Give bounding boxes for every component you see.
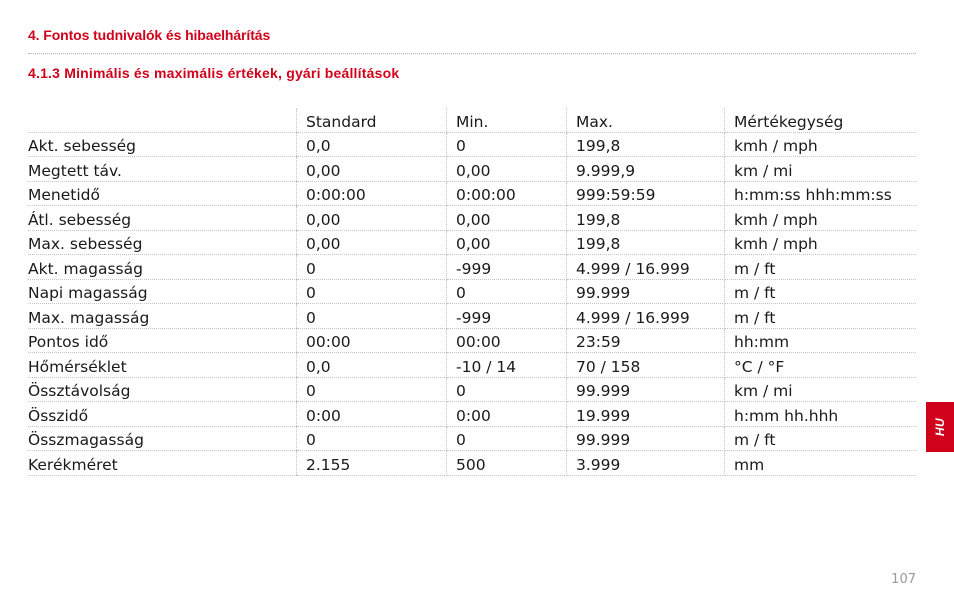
table-header-standard: Standard bbox=[297, 108, 447, 132]
table-cell: Pontos idő bbox=[28, 328, 297, 353]
table-cell: kmh / mph bbox=[725, 230, 917, 255]
table-cell: Összmagasság bbox=[28, 426, 297, 451]
table-header-unit: Mértékegység bbox=[725, 108, 917, 132]
table-row bbox=[28, 181, 916, 206]
table-row bbox=[28, 255, 916, 280]
table-row bbox=[28, 451, 916, 476]
table-cell: 00:00 bbox=[297, 328, 447, 353]
table-body bbox=[28, 132, 916, 475]
table-cell: 0 bbox=[447, 377, 567, 402]
table-cell: 0,0 bbox=[297, 353, 447, 378]
table-cell: 99.999 bbox=[567, 426, 725, 451]
table-cell: 999:59:59 bbox=[567, 181, 725, 206]
table-cell: 23:59 bbox=[567, 328, 725, 353]
table-cell: 3.999 bbox=[567, 451, 725, 476]
table-row bbox=[28, 402, 916, 427]
table-cell: 0 bbox=[297, 377, 447, 402]
table-cell: 0,00 bbox=[447, 206, 567, 231]
table-cell: 0:00:00 bbox=[447, 181, 567, 206]
table-row bbox=[28, 377, 916, 402]
table-cell: km / mi bbox=[725, 377, 917, 402]
table-cell: 0 bbox=[447, 132, 567, 157]
table-cell: Akt. magasság bbox=[28, 255, 297, 280]
table-cell: h:mm:ss hhh:mm:ss bbox=[725, 181, 917, 206]
table-cell: -10 / 14 bbox=[447, 353, 567, 378]
table-row bbox=[28, 328, 916, 353]
subsection-title: 4.1.3 Minimális és maximális értékek, gyári beállítások bbox=[28, 65, 400, 81]
table-cell: Hőmérséklet bbox=[28, 353, 297, 378]
table-cell: hh:mm bbox=[725, 328, 917, 353]
table-cell: 0,00 bbox=[447, 157, 567, 182]
table-header-max: Max. bbox=[567, 108, 725, 132]
table-cell: °C / °F bbox=[725, 353, 917, 378]
table-header-row bbox=[28, 108, 916, 132]
table-cell: 99.999 bbox=[567, 279, 725, 304]
table-cell: 0,00 bbox=[297, 230, 447, 255]
table-cell: m / ft bbox=[725, 304, 917, 329]
table-cell: m / ft bbox=[725, 279, 917, 304]
language-tab bbox=[926, 402, 954, 452]
table-cell: -999 bbox=[447, 304, 567, 329]
table-cell: 199,8 bbox=[567, 132, 725, 157]
settings-table bbox=[28, 108, 916, 476]
table-cell: kmh / mph bbox=[725, 132, 917, 157]
table-cell: Össztávolság bbox=[28, 377, 297, 402]
table-cell: 4.999 / 16.999 bbox=[567, 304, 725, 329]
table-cell: 0:00 bbox=[447, 402, 567, 427]
table-cell: m / ft bbox=[725, 426, 917, 451]
table-row bbox=[28, 206, 916, 231]
table-cell: m / ft bbox=[725, 255, 917, 280]
table-cell: km / mi bbox=[725, 157, 917, 182]
table-cell: Max. magasság bbox=[28, 304, 297, 329]
table-cell: 4.999 / 16.999 bbox=[567, 255, 725, 280]
table-row bbox=[28, 132, 916, 157]
table-row bbox=[28, 279, 916, 304]
table-cell: 2.155 bbox=[297, 451, 447, 476]
table-row bbox=[28, 304, 916, 329]
table-cell: 0:00:00 bbox=[297, 181, 447, 206]
table-cell: 00:00 bbox=[447, 328, 567, 353]
table-cell: 0 bbox=[297, 426, 447, 451]
language-tab-label: HU bbox=[933, 417, 947, 437]
table-cell: Napi magasság bbox=[28, 279, 297, 304]
table-cell: 500 bbox=[447, 451, 567, 476]
table-cell: 0,00 bbox=[297, 206, 447, 231]
table-cell: 0,00 bbox=[297, 157, 447, 182]
table-header-cell bbox=[28, 108, 297, 132]
table-row bbox=[28, 426, 916, 451]
table-cell: Összidő bbox=[28, 402, 297, 427]
table-cell: 9.999,9 bbox=[567, 157, 725, 182]
table-cell: kmh / mph bbox=[725, 206, 917, 231]
table-row bbox=[28, 157, 916, 182]
table-cell: 0,00 bbox=[447, 230, 567, 255]
table-cell: 199,8 bbox=[567, 230, 725, 255]
table-cell: 0,0 bbox=[297, 132, 447, 157]
table-row bbox=[28, 230, 916, 255]
table-cell: Megtett táv. bbox=[28, 157, 297, 182]
table-cell: 0 bbox=[297, 255, 447, 280]
table-row bbox=[28, 353, 916, 378]
section-divider bbox=[28, 53, 916, 54]
table-cell: -999 bbox=[447, 255, 567, 280]
table-cell: mm bbox=[725, 451, 917, 476]
table-cell: Átl. sebesség bbox=[28, 206, 297, 231]
table-cell: 0 bbox=[447, 426, 567, 451]
table-cell: 0 bbox=[447, 279, 567, 304]
table-cell: 0 bbox=[297, 304, 447, 329]
section-title: 4. Fontos tudnivalók és hibaelhárítás bbox=[28, 27, 271, 43]
table-cell: 99.999 bbox=[567, 377, 725, 402]
table-cell: h:mm hh.hhh bbox=[725, 402, 917, 427]
table-cell: Akt. sebesség bbox=[28, 132, 297, 157]
table-cell: 0 bbox=[297, 279, 447, 304]
table-cell: 199,8 bbox=[567, 206, 725, 231]
table-cell: Kerékméret bbox=[28, 451, 297, 476]
table-cell: Max. sebesség bbox=[28, 230, 297, 255]
page-number: 107 bbox=[891, 572, 916, 587]
table-cell: Menetidő bbox=[28, 181, 297, 206]
table-cell: 0:00 bbox=[297, 402, 447, 427]
table-cell: 19.999 bbox=[567, 402, 725, 427]
table-cell: 70 / 158 bbox=[567, 353, 725, 378]
table-header-min: Min. bbox=[447, 108, 567, 132]
